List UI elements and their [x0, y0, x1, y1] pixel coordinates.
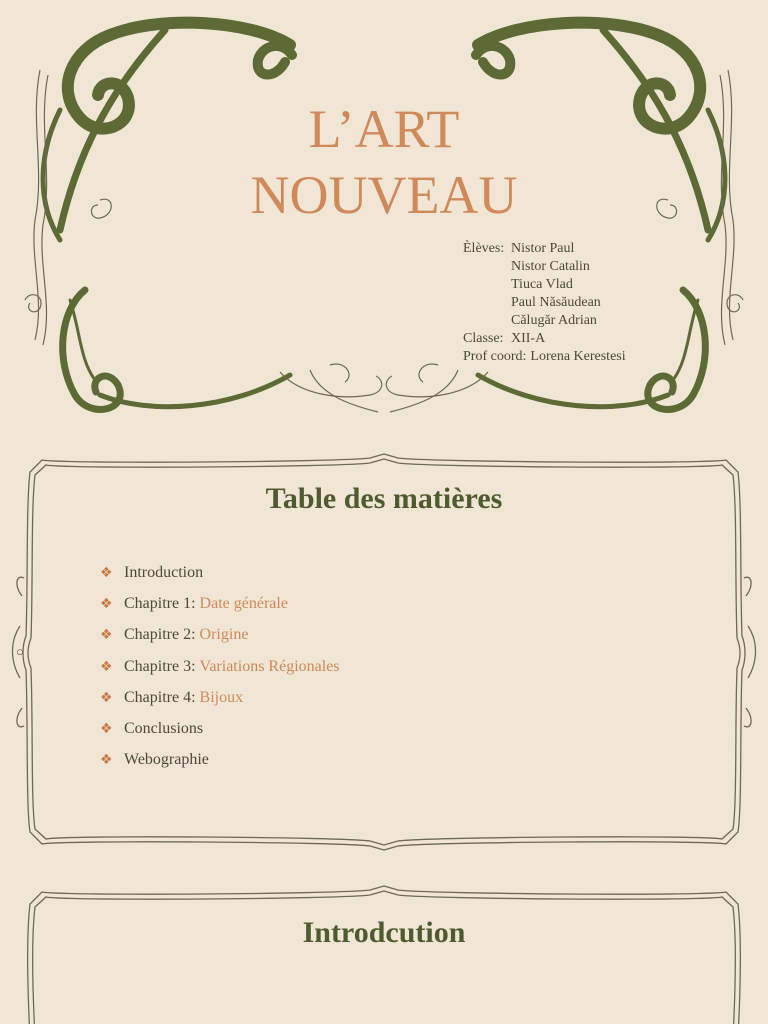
toc-title: Table des matières	[265, 482, 503, 515]
toc-item-chapitre-4[interactable]	[100, 687, 340, 718]
diamond-bullet-icon: ❖	[100, 752, 113, 769]
toc-item-conclusions[interactable]	[100, 718, 340, 749]
title-line-2: NOUVEAU	[250, 165, 518, 225]
toc-item-label: Chapitre 1:	[124, 595, 200, 613]
student-name: Nistor Catalin	[511, 259, 590, 274]
student-name: Călugăr Adrian	[511, 313, 597, 328]
diamond-bullet-icon: ❖	[100, 596, 113, 613]
toc-item-label: Chapitre 3:	[124, 657, 200, 675]
class-label: Classe:	[463, 331, 504, 346]
student-name: Nistor Paul	[511, 241, 575, 256]
diamond-bullet-icon: ❖	[100, 627, 113, 644]
prof-label: Prof coord:	[463, 349, 527, 364]
toc-list	[100, 562, 340, 780]
title-slide	[0, 0, 768, 440]
side-marker: ○	[16, 644, 24, 659]
toc-item-chapitre-2[interactable]	[100, 624, 340, 655]
class-value: XII-A	[511, 331, 546, 346]
presentation-title	[0, 96, 768, 228]
toc-link-variations-regionales[interactable]: Variations Régionales	[199, 657, 340, 675]
intro-title: Introdcution	[302, 916, 466, 949]
frame-border-ornament	[0, 878, 768, 1024]
diamond-bullet-icon: ❖	[100, 720, 113, 737]
students-label: Èlèves:	[463, 241, 505, 256]
toc-item-label: Webographie	[124, 751, 209, 769]
toc-item-label: Introduction	[124, 564, 204, 581]
diamond-bullet-icon: ❖	[100, 565, 113, 581]
title-line-1: L’ART	[308, 99, 460, 159]
toc-item-label: Conclusions	[124, 719, 204, 737]
student-name: Paul Năsăudean	[511, 295, 601, 310]
toc-link-date-generale[interactable]: Date générale	[199, 595, 288, 613]
diamond-bullet-icon: ❖	[100, 658, 113, 675]
toc-item-introduction[interactable]	[100, 562, 340, 593]
toc-slide	[0, 446, 768, 856]
toc-item-label: Chapitre 2:	[124, 626, 200, 644]
intro-slide	[0, 878, 768, 1024]
toc-item-chapitre-1[interactable]	[100, 593, 340, 624]
prof-value: Lorena Kerestesi	[530, 349, 626, 364]
toc-link-origine[interactable]: Origine	[199, 626, 249, 644]
toc-item-chapitre-3[interactable]	[100, 656, 340, 687]
toc-link-bijoux[interactable]: Bijoux	[199, 688, 244, 706]
toc-item-webographie[interactable]	[100, 749, 340, 780]
toc-item-label: Chapitre 4:	[124, 688, 200, 706]
credits-block	[463, 240, 626, 366]
students-list	[511, 240, 601, 330]
diamond-bullet-icon: ❖	[100, 689, 113, 706]
student-name: Tiuca Vlad	[511, 277, 573, 292]
